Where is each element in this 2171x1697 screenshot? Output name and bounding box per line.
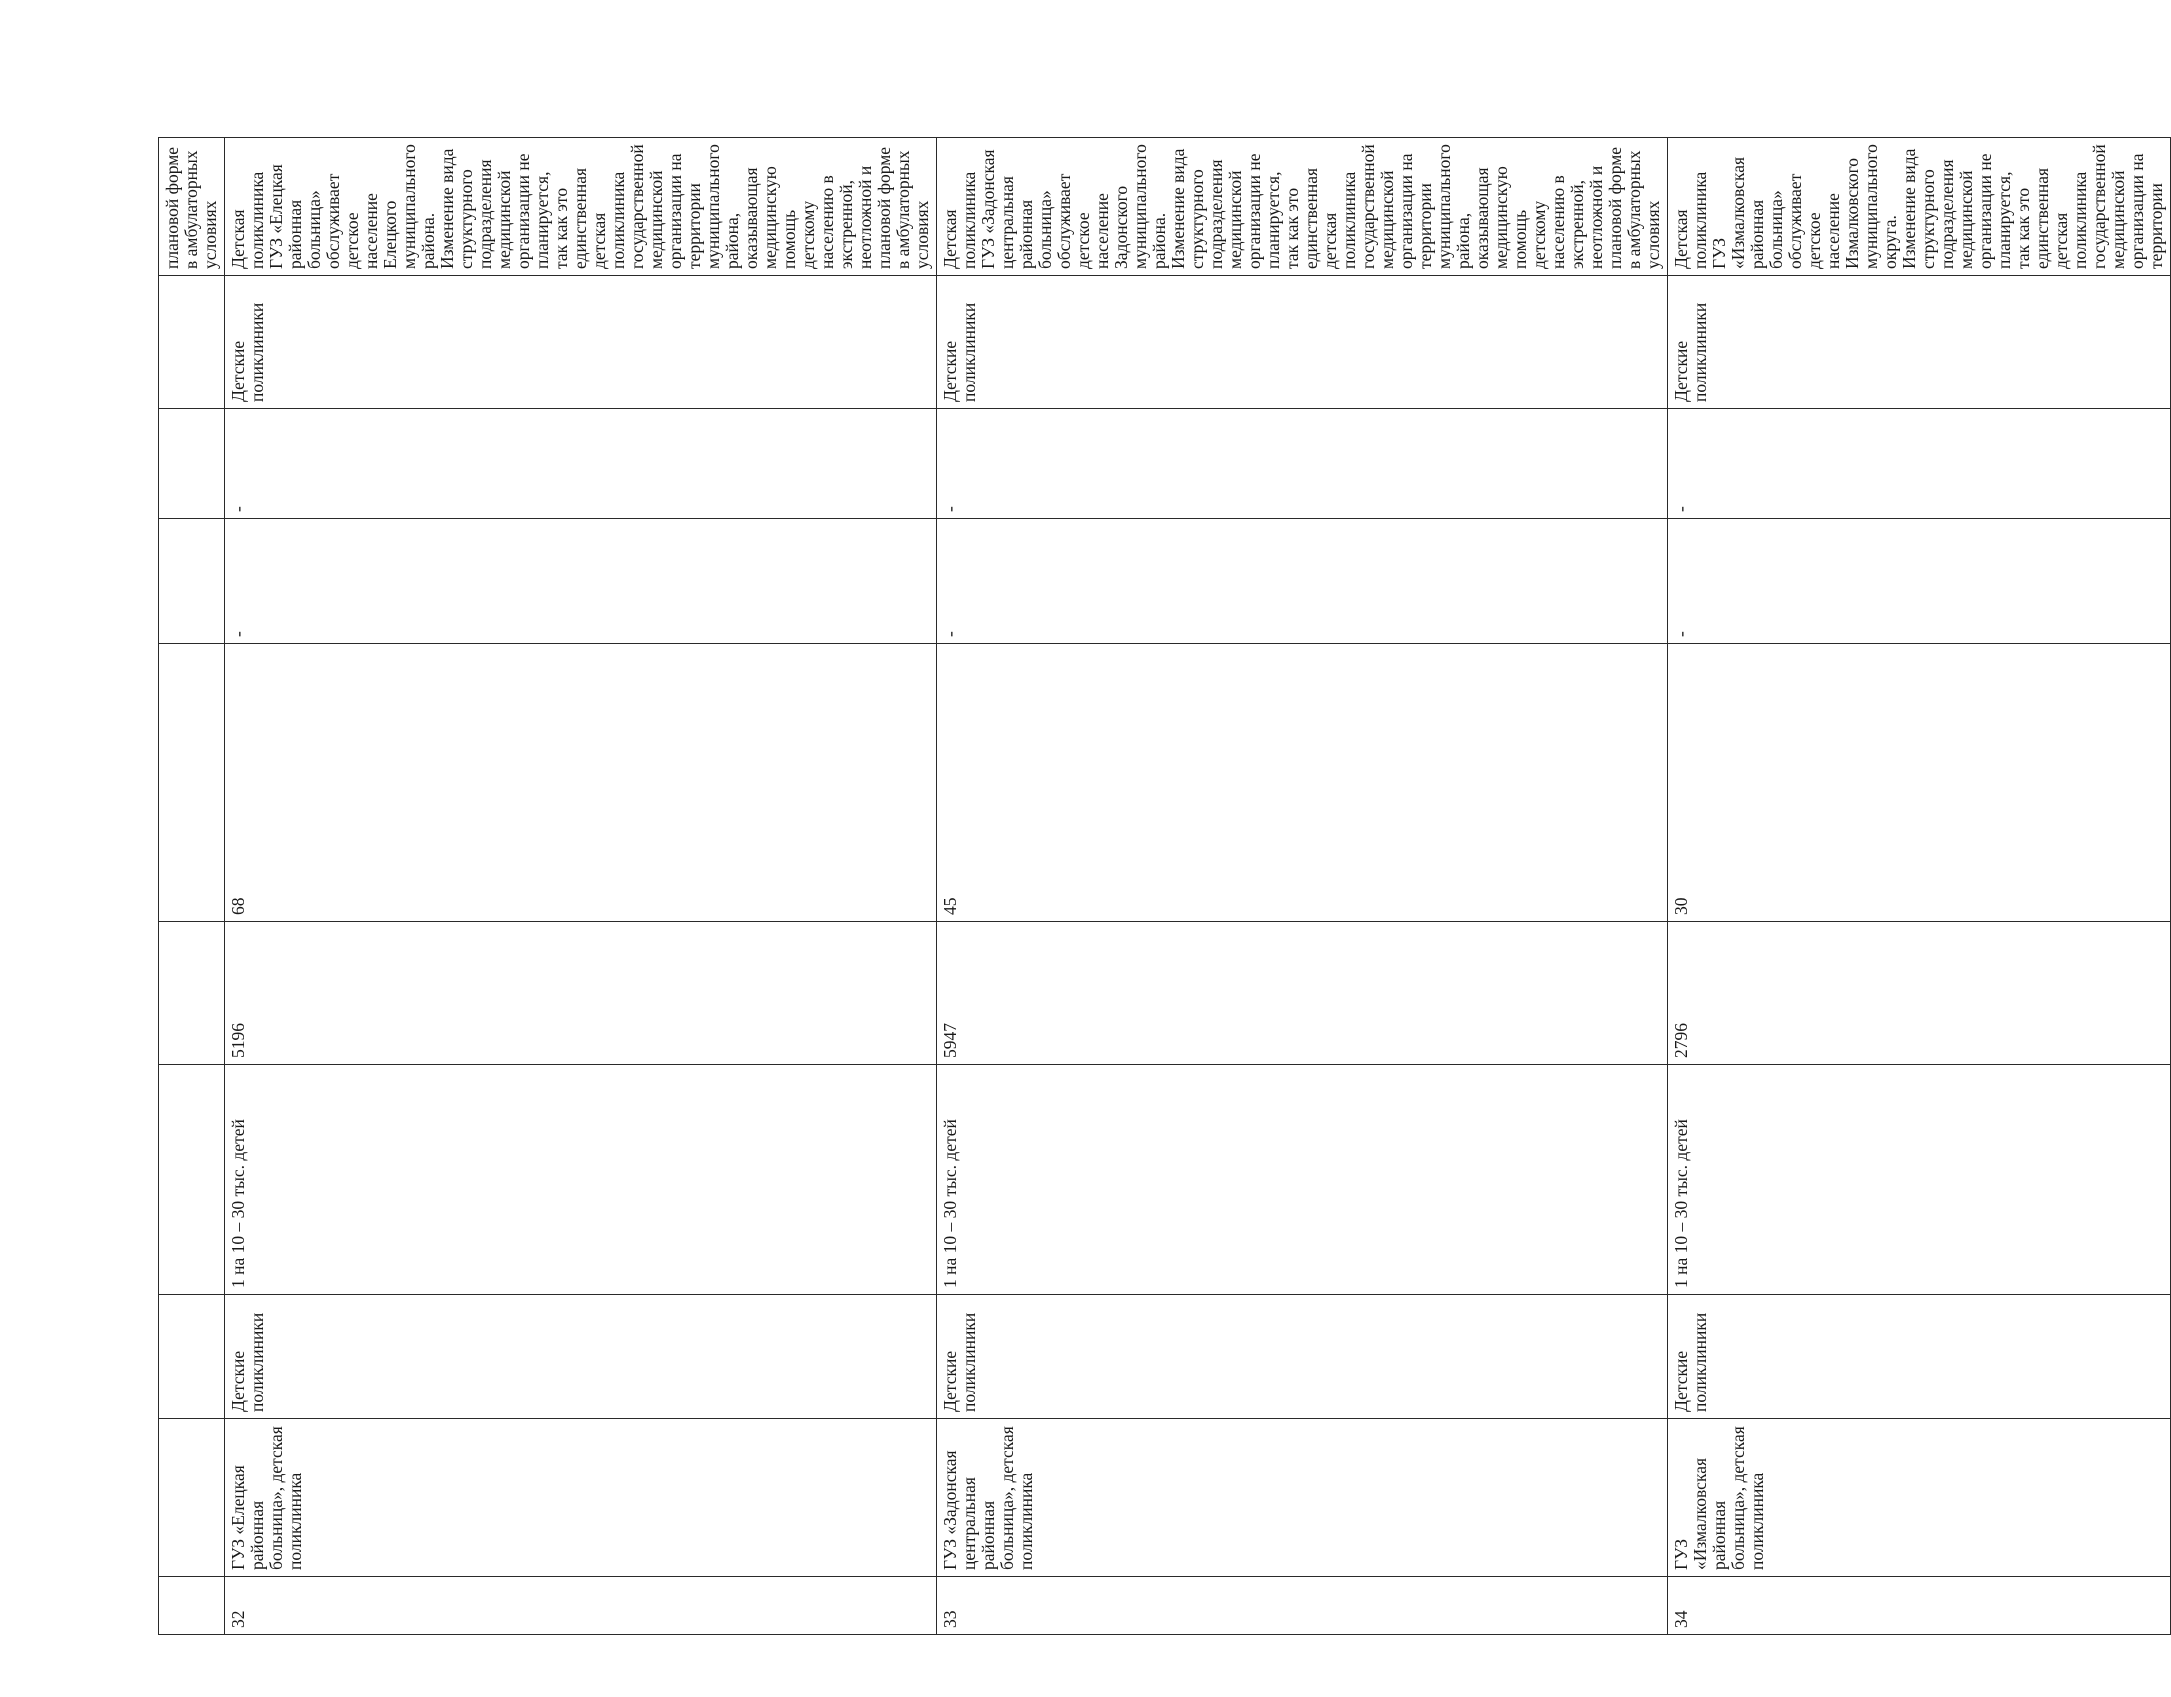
cell-col7: - (225, 409, 937, 519)
cell-norm: 1 на 10 – 30 тыс. детей (1668, 1065, 2171, 1295)
cell-col6 (159, 519, 225, 644)
table-row (937, 138, 1668, 1635)
cell-type: Детские поликлиники (937, 1295, 1668, 1419)
cell-norm: 1 на 10 – 30 тыс. детей (937, 1065, 1668, 1295)
cell-col7 (159, 409, 225, 519)
cell-distance: 45 (937, 644, 1668, 922)
description-text: плановой форме в амбулаторных условиях (162, 146, 220, 269)
cell-num (159, 1577, 225, 1635)
cell-proposed-type: Детские поликлиники (225, 276, 937, 409)
cell-description (159, 138, 225, 276)
cell-col6: - (1668, 519, 2171, 644)
cell-proposed-type: Детские поликлиники (1668, 276, 2171, 409)
cell-col7: - (937, 409, 1668, 519)
cell-distance (159, 644, 225, 922)
cell-type: Детские поликлиники (225, 1295, 937, 1419)
cell-col6: - (937, 519, 1668, 644)
cell-proposed-type: Детские поликлиники (937, 276, 1668, 409)
cell-type (159, 1295, 225, 1419)
table-row (225, 138, 937, 1635)
cell-num: 32 (225, 1577, 937, 1635)
facilities-table (158, 137, 2171, 1635)
cell-distance: 30 (1668, 644, 2171, 922)
cell-organization: ГУЗ «Задонская центральная районная больница», детская поликлиника (937, 1419, 1668, 1577)
table-row (1668, 138, 2171, 1635)
cell-col6: - (225, 519, 937, 644)
cell-organization (159, 1419, 225, 1577)
cell-norm: 1 на 10 – 30 тыс. детей (225, 1065, 937, 1295)
cell-norm (159, 1065, 225, 1295)
cell-proposed-type (159, 276, 225, 409)
cell-population: 2796 (1668, 922, 2171, 1065)
cell-population: 5947 (937, 922, 1668, 1065)
cell-num: 34 (1668, 1577, 2171, 1635)
cell-organization: ГУЗ «Измалковская районная больница», детская поликлиника (1668, 1419, 2171, 1577)
cell-distance: 68 (225, 644, 937, 922)
cell-description: Детская поликлиника ГУЗ «Измалковская районная больница» обслуживает детское население Измалковского муниципального округа. Изменение вида структурного подразделения медицинской организации не планируется, так как это единственная детская поликлиника государственной медицинской организации на территории (1668, 138, 2171, 276)
cell-description: Детская поликлиника ГУЗ «Елецкая районная больница» обслуживает детское население Елецкого муниципального района. Изменение вида структурного подразделения медицинской организации не планируется, так как это единственная детская поликлиника государственной медицинской организации на территории муниципального района, оказывающая медицинскую помощь детскому населению в экстренной, неотложной и плановой форме в амбулаторных условиях (225, 138, 937, 276)
cell-population (159, 922, 225, 1065)
cell-population: 5196 (225, 922, 937, 1065)
cell-type: Детские поликлиники (1668, 1295, 2171, 1419)
cell-organization: ГУЗ «Елецкая районная больница», детская поликлиника (225, 1419, 937, 1577)
continuation-row (159, 138, 225, 1635)
cell-num: 33 (937, 1577, 1668, 1635)
cell-description: Детская поликлиника ГУЗ «Задонская центральная районная больница» обслуживает детское население Задонского муниципального района. Изменение вида структурного подразделения медицинской организации не планируется, так как это единственная детская поликлиника государственной медицинской организации на территории муниципального района, оказывающая медицинскую помощь детскому населению в экстренной, неотложной и плановой форме в амбулаторных условиях (937, 138, 1668, 276)
cell-col7: - (1668, 409, 2171, 519)
